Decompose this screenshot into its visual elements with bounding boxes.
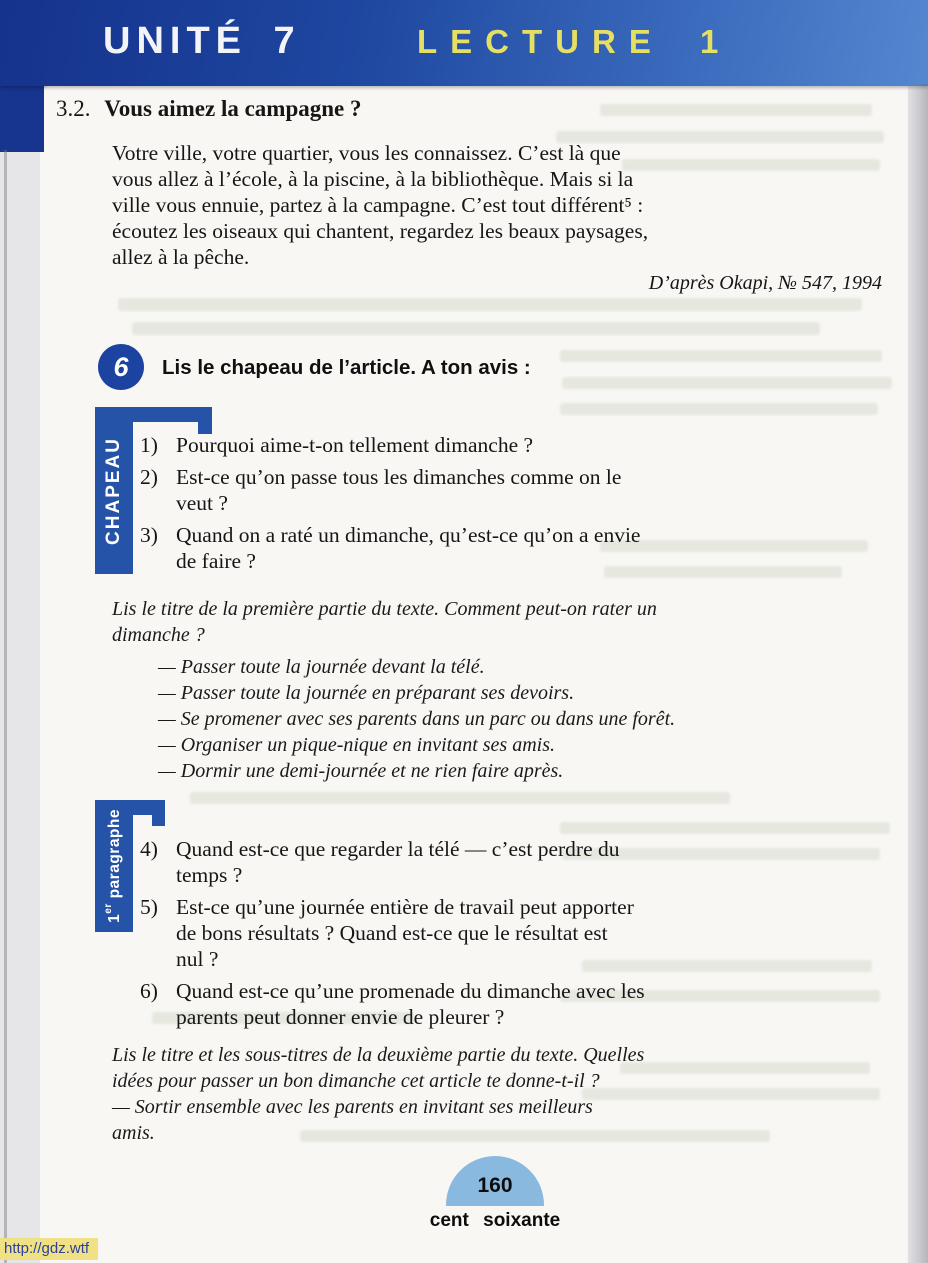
question-line: Quand est-ce que regarder la télé — c’est perdre du	[176, 837, 620, 861]
italic-intro-first-part	[112, 596, 882, 648]
question-line: de faire ?	[176, 549, 256, 573]
italic-intro-second-part	[112, 1042, 884, 1146]
question-number: 1)	[140, 433, 158, 457]
answer-option: — Se promener avec ses parents dans un parc ou dans une forêt.	[158, 708, 676, 730]
question-item	[140, 522, 884, 574]
question-line: temps ?	[176, 863, 243, 887]
question-item	[140, 978, 884, 1030]
answer-option: — Passer toute la journée en préparant ses devoirs.	[158, 682, 575, 704]
paragraph-line: Votre ville, votre quartier, vous les connaissez. C’est là que	[112, 141, 621, 165]
paragraph-line: allez à la pêche.	[112, 245, 250, 269]
question-line: Quand on a raté un dimanche, qu’est-ce qu’on a envie	[176, 523, 641, 547]
ghost-text-line	[190, 792, 730, 804]
chapeau-sidebar-label: CHAPEAU	[103, 436, 124, 545]
question-text	[176, 836, 884, 888]
italic-line: Lis le titre et les sous-titres de la deuxième partie du texte. Quelles	[112, 1044, 645, 1066]
section-title: Vous aimez la campagne ?	[104, 96, 362, 121]
question-line: parents peut donner envie de pleurer ?	[176, 1005, 505, 1029]
question-line: de bons résultats ? Quand est-ce que le résultat est	[176, 921, 608, 945]
question-item	[140, 432, 884, 458]
exercise-instruction: Lis le chapeau de l’article. A ton avis :	[162, 356, 531, 379]
ghost-text-line	[560, 403, 878, 415]
question-line: Quand est-ce qu’une promenade du dimanche avec les	[176, 979, 645, 1003]
italic-line: amis.	[112, 1122, 155, 1144]
italic-line: dimanche ?	[112, 624, 205, 646]
answer-option: — Passer toute la journée devant la télé.	[158, 656, 485, 678]
ghost-text-line	[118, 298, 862, 311]
question-text	[176, 894, 884, 972]
paragraphe-bracket-tab	[152, 800, 165, 826]
exercise-number-badge	[98, 344, 144, 390]
page-edge-right	[906, 84, 928, 1263]
ghost-text-line	[560, 822, 890, 834]
question-text	[176, 522, 884, 574]
paragraph-line: ville vous ennuie, partez à la campagne. C’est tout différent⁵ :	[112, 193, 644, 217]
answer-option: — Dormir une demi-journée et ne rien faire après.	[158, 760, 564, 782]
italic-line: Lis le titre de la première partie du texte. Comment peut-on rater un	[112, 598, 657, 620]
ghost-text-line	[560, 350, 882, 362]
question-number: 2)	[140, 465, 158, 489]
ghost-text-line	[562, 377, 892, 389]
paragraphe-sidebar	[95, 800, 133, 932]
page-edge-left	[4, 150, 7, 1263]
chapeau-sidebar	[95, 407, 133, 574]
paragraphe-sidebar-label: 1er paragraphe	[103, 809, 124, 923]
unit-title: UNITÉ 7	[103, 20, 301, 62]
question-text	[176, 432, 884, 458]
page-number-words: cent soixante	[429, 1210, 561, 1231]
question-item	[140, 894, 884, 972]
question-number: 5)	[140, 895, 158, 919]
question-item	[140, 464, 884, 516]
ghost-text-line	[132, 322, 820, 335]
question-number: 6)	[140, 979, 158, 1003]
question-line: Est-ce qu’une journée entière de travail peut apporter	[176, 895, 634, 919]
question-number: 4)	[140, 837, 158, 861]
chapeau-bracket-tab	[198, 407, 212, 434]
paragraphe-questions	[140, 836, 884, 1036]
paragraph-line: écoutez les oiseaux qui chantent, regardez les beaux paysages,	[112, 219, 649, 243]
page-number: 160	[477, 1174, 513, 1197]
watermark-url[interactable]: http://gdz.wtf	[0, 1238, 98, 1260]
ghost-text-line	[600, 104, 872, 116]
lecture-title: LECTURE 1	[417, 23, 732, 60]
question-line: Est-ce qu’on passe tous les dimanches comme on le	[176, 465, 622, 489]
question-text	[176, 978, 884, 1030]
question-text	[176, 464, 884, 516]
paragraph-line: vous allez à l’école, à la piscine, à la bibliothèque. Mais si la	[112, 167, 634, 191]
answer-option: — Organiser un pique-nique en invitant ses amis.	[158, 734, 556, 756]
question-line: Pourquoi aime-t-on tellement dimanche ?	[176, 433, 534, 457]
section-paragraph	[112, 140, 884, 270]
question-line: veut ?	[176, 491, 228, 515]
section-number: 3.2.	[56, 96, 91, 121]
question-number: 3)	[140, 523, 158, 547]
chapeau-questions	[140, 432, 884, 580]
italic-line: — Sortir ensemble avec les parents en invitant ses meilleurs	[112, 1096, 593, 1118]
source-attribution: D’après Okapi, № 547, 1994	[648, 272, 882, 294]
header-band	[0, 0, 928, 86]
question-item	[140, 836, 884, 888]
question-line: nul ?	[176, 947, 219, 971]
answer-options-list	[158, 654, 884, 784]
italic-line: idées pour passer un bon dimanche cet article te donne-t-il ?	[112, 1070, 600, 1092]
section-heading	[56, 96, 362, 122]
exercise-number: 6	[113, 351, 129, 382]
